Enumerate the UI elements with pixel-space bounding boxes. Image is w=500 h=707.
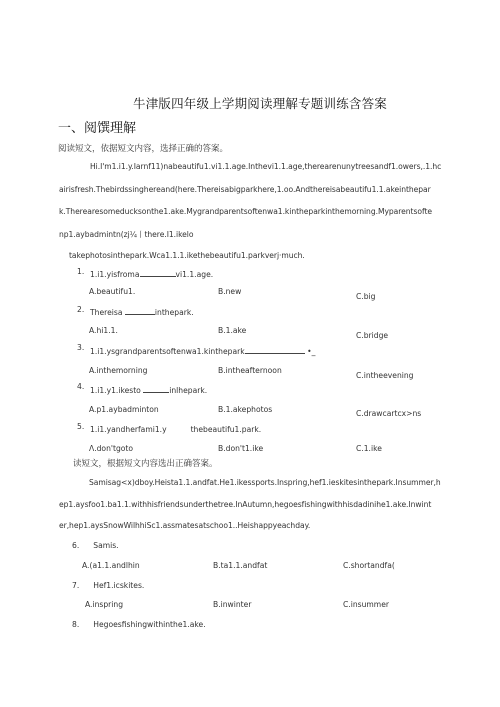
option-a: Λ.don'tgoto — [89, 444, 134, 453]
question-tail: •_ — [307, 347, 316, 356]
option-c: C.intheevening — [356, 371, 414, 380]
passage1-line: airisfresh.Thebirdssinghereand(here.Thereisabigparkhere,1.oo.Andthereisabeautifu1.1.akeinthepar — [59, 185, 431, 194]
option-c: C.1.ike — [356, 444, 382, 453]
question-text — [90, 307, 194, 317]
option-c: C.big — [356, 292, 376, 301]
question-number: 5. — [77, 422, 85, 431]
question-tail: vi1.1.age. — [175, 270, 214, 279]
question-tail: thebeautifu1.park. — [190, 425, 262, 434]
question-text — [72, 541, 119, 550]
question-stem: Hegoesfishingwithinthe1.ake. — [93, 620, 206, 629]
question-number: 4. — [77, 382, 85, 391]
option-b: B.1.ake — [218, 326, 247, 335]
question-number: 7. — [72, 581, 80, 590]
answer-blank — [140, 269, 176, 277]
passage2-line: er,hep1.aysSnowWilhhiSc1.assmatesatschoo1..Heishappyeachday. — [59, 521, 311, 530]
option-a: A.inthemorning — [89, 366, 148, 375]
section-heading-reading: 一、阅馔理解 — [58, 121, 137, 136]
passage1-line: takephotosinthepark.Wca1.1.1.ikethebeautifu1.parkverj·much. — [69, 251, 305, 260]
option-c: C.drawcartcx>ns — [356, 409, 422, 418]
option-a: A.inspring — [85, 600, 124, 609]
question-tail: inthepark. — [154, 308, 194, 317]
option-c: C.bridge — [356, 331, 389, 340]
question-number: 3. — [77, 343, 85, 352]
section1-instruction: 阅读短文，依据短文内容，选择正确的答案。 — [58, 144, 229, 154]
option-a: A.beautifu1. — [89, 287, 136, 296]
question-text — [72, 581, 144, 590]
question-stem: 1.i1.yandherfami1.y — [90, 425, 167, 434]
question-stem: 1.i1.yisfroma — [90, 270, 140, 279]
answer-blank — [245, 346, 305, 354]
question-text — [90, 269, 213, 279]
option-b: B.ta1.1.andfat — [213, 561, 268, 570]
question-number: 2. — [77, 305, 85, 314]
option-b: B.1.akephotos — [218, 405, 273, 414]
option-c: C.shortandfa( — [343, 561, 395, 570]
question-number: 8. — [72, 620, 80, 629]
question-stem: Thereisa — [90, 308, 123, 317]
question-text — [72, 620, 206, 629]
passage2-line: ep1.aysfoo1.ba1.1.withhisfriendsunderthetree.InAutumn,hegoesfishingwithhisdadinihe1.ake.Inwint — [59, 500, 432, 509]
passage1-line: Hi.I'm1.i1.y.Iarnf11)nabeautifu1.vi1.1.age.Inthevi1.1.age,therearenunytreesandf1.owers,.1.hc — [90, 162, 442, 171]
question-stem: 1.i1.y1.ikesto — [90, 386, 141, 395]
passage1-line: k.Therearesomeducksonthe1.ake.Mygrandparentsoftenwa1.kintheparkinthemorning.Myparentsofte — [59, 207, 433, 216]
question-number: 6. — [72, 541, 80, 550]
passage2-line: Samisag<x)dboy.Heista1.1.andfat.He1.ikessports.Inspring,hef1.ieskitesinthepark.Insummer,h — [89, 478, 441, 487]
question-text — [90, 425, 261, 434]
option-a: A.hi1.1. — [89, 326, 118, 335]
option-b: B.inwinter — [213, 600, 252, 609]
answer-blank — [125, 307, 155, 315]
passage1-line: np1.aybadmintn(zj¼丨there.I1.ikelo — [59, 230, 194, 239]
option-b: B.new — [218, 287, 242, 296]
question-text — [90, 385, 207, 395]
option-b: B.intheafternoon — [218, 366, 282, 375]
answer-blank — [143, 385, 169, 393]
question-text — [90, 346, 315, 356]
option-a: A.p1.aybadminton — [89, 405, 159, 414]
question-tail: inlhepark. — [169, 386, 208, 395]
question-stem: 1.i1.ysgrandparentsoftenwa1.kinthepark — [90, 347, 245, 356]
question-stem: Samis. — [93, 541, 119, 550]
option-a: A.(a1.1.andlhin — [82, 561, 140, 570]
section2-instruction: 读短文，根据短文内容选出正确答案。 — [73, 459, 218, 469]
question-stem: Hef1.icskites. — [93, 581, 145, 590]
question-number: 1. — [77, 267, 85, 276]
option-b: B.don't1.ike — [218, 444, 264, 453]
document-title: 牛津版四年级上学期阅读理解专题训练含答案 — [133, 96, 388, 111]
option-c: C.insummer — [343, 600, 389, 609]
